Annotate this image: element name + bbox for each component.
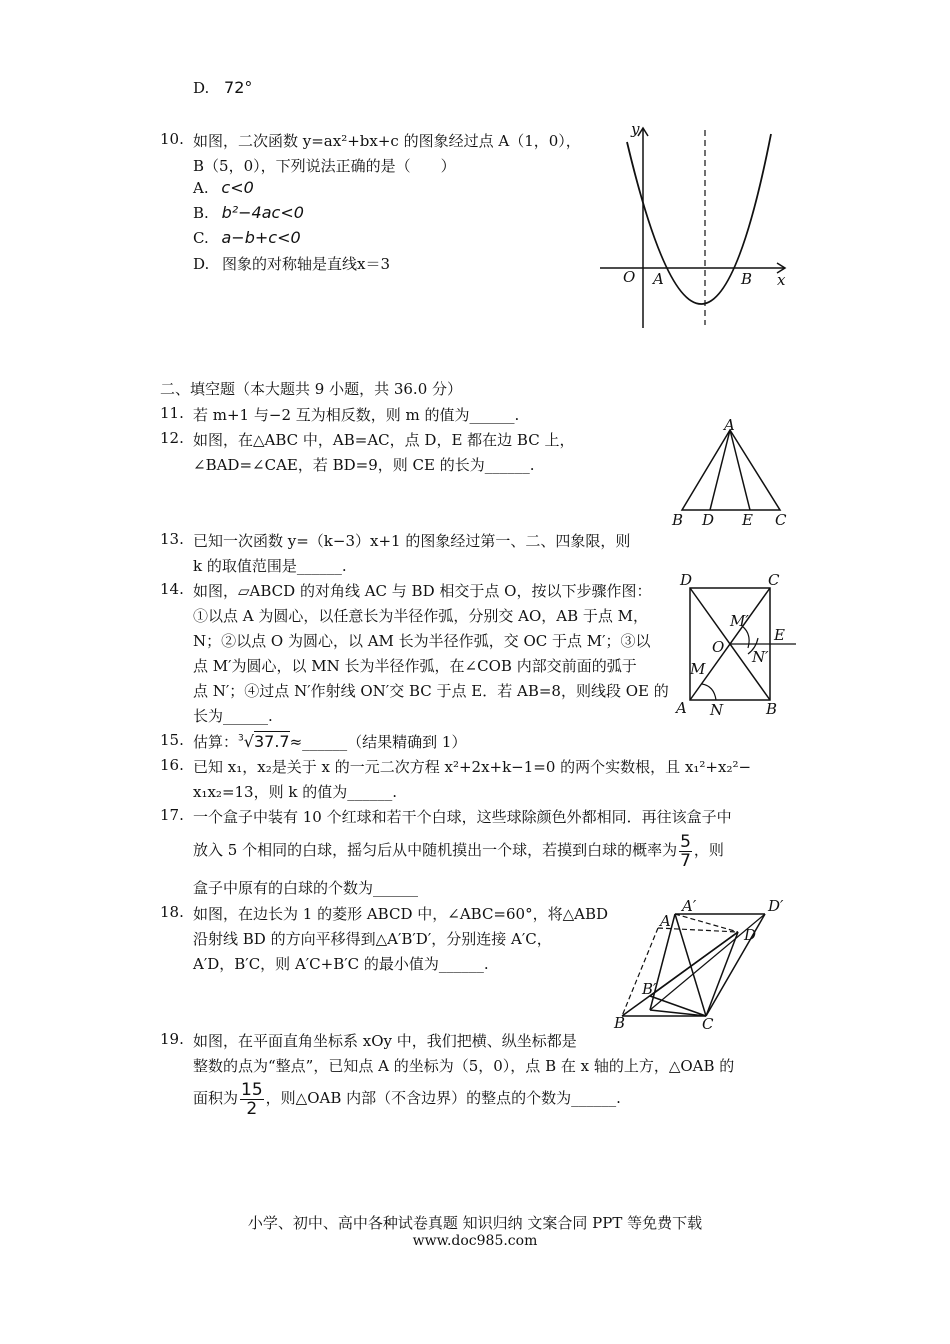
option-text: b²−4ac<0 bbox=[221, 203, 304, 222]
question-text: 长为______. bbox=[193, 707, 273, 725]
q9-option-d bbox=[193, 78, 252, 97]
origin-label: O bbox=[623, 268, 636, 286]
question-text: 如图，在平面直角坐标系 xOy 中，我们把横、纵坐标都是 bbox=[193, 1032, 577, 1050]
rhombus-figure bbox=[610, 892, 795, 1032]
denominator: 7 bbox=[680, 850, 691, 871]
text-suffix: ，则 bbox=[693, 841, 724, 859]
question-text: 已知 x₁，x₂是关于 x 的一元二次方程 x²+2x+k−1=0 的两个实数根，且 x₁²+x₂²− bbox=[193, 758, 752, 776]
vertex-b-label: B bbox=[614, 1014, 626, 1032]
point-dp-label: D′ bbox=[768, 897, 784, 915]
fraction bbox=[679, 833, 692, 870]
question-text: 如图，▱ABCD 的对角线 AC 与 BD 相交于点 O，按以下步骤作图： bbox=[193, 582, 652, 600]
option-c bbox=[193, 228, 301, 247]
parallelogram-figure bbox=[672, 568, 802, 720]
point-e-label: E bbox=[774, 626, 785, 644]
question-text bbox=[193, 1080, 621, 1118]
text-suffix: ≈______（结果精确到 1） bbox=[289, 733, 467, 751]
point-m-label: M bbox=[690, 660, 706, 678]
numerator: 15 bbox=[241, 1079, 263, 1100]
point-mp-label: M′ bbox=[730, 612, 749, 630]
point-ap-label: A′ bbox=[682, 897, 697, 915]
radicand: 37.7 bbox=[253, 732, 290, 751]
vertex-b-label: B bbox=[766, 700, 778, 718]
option-b bbox=[193, 203, 304, 222]
vertex-d-label: D bbox=[744, 926, 757, 944]
option-label: C. bbox=[193, 229, 209, 247]
option-label: D. bbox=[193, 255, 210, 273]
point-a-label: A bbox=[653, 270, 664, 288]
point-o-label: O bbox=[712, 638, 725, 656]
cube-root-expression: $^3$√37.7 bbox=[238, 732, 290, 751]
footer-url: www.doc985.com bbox=[412, 1233, 538, 1249]
parabola-graph bbox=[595, 120, 795, 335]
point-b-label: B bbox=[741, 270, 753, 288]
question-text: 如图，在△ABC 中，AB=AC，点 D，E 都在边 BC 上， bbox=[193, 431, 575, 449]
question-text: x₁x₂=13，则 k 的值为______. bbox=[193, 783, 397, 801]
question-text: 点 N′；④过点 N′作射线 ON′交 BC 于点 E．若 AB=8，则线段 OE 的 bbox=[193, 682, 669, 700]
question-number: 17. bbox=[160, 806, 184, 824]
question-number: 14. bbox=[160, 580, 184, 598]
option-value: 72° bbox=[224, 78, 253, 97]
question-text: 沿射线 BD 的方向平移得到△A′B′D′，分别连接 A′C， bbox=[193, 930, 552, 948]
y-axis-label: y bbox=[631, 120, 640, 138]
point-np-label: N′ bbox=[752, 648, 769, 666]
question-text: 已知一次函数 y=（k−3）x+1 的图象经过第一、二、四象限，则 bbox=[193, 532, 631, 550]
question-text: N；②以点 O 为圆心，以 AM 长为半径作弧，交 OC 于点 M′；③以 bbox=[193, 632, 651, 650]
vertex-c-label: C bbox=[702, 1015, 714, 1032]
point-d-label: D bbox=[702, 511, 715, 529]
question-number: 10. bbox=[160, 130, 184, 148]
question-text: 盒子中原有的白球的个数为______ bbox=[193, 879, 419, 897]
question-text: A′D，B′C，则 A′C+B′C 的最小值为______. bbox=[193, 955, 489, 973]
question-text: 如图，二次函数 y=ax²+bx+c 的图象经过点 A（1，0）， bbox=[193, 132, 581, 150]
question-text: 整数的点为“整点”，已知点 A 的坐标为（5，0），点 B 在 x 轴的上方，△OAB 的 bbox=[193, 1057, 735, 1075]
question-text bbox=[193, 832, 724, 870]
question-text: 一个盒子中装有 10 个红球和若干个白球，这些球除颜色外都相同．再往该盒子中 bbox=[193, 808, 732, 826]
x-axis-label: x bbox=[777, 271, 786, 289]
question-number: 13. bbox=[160, 530, 184, 548]
text-prefix: 估算： bbox=[193, 733, 239, 751]
question-number: 15. bbox=[160, 731, 184, 749]
option-label: A. bbox=[193, 179, 209, 197]
vertex-b-label: B bbox=[672, 511, 684, 529]
section-title: 二、填空题（本大题共 9 小题，共 36.0 分） bbox=[160, 380, 463, 398]
option-label: D. bbox=[193, 79, 210, 97]
question-text: 如图，在边长为 1 的菱形 ABCD 中，∠ABC=60°，将△ABD bbox=[193, 905, 609, 923]
question-text: ①以点 A 为圆心，以任意长为半径作弧，分别交 AO，AB 于点 M， bbox=[193, 607, 649, 625]
question-text: ∠BAD=∠CAE，若 BD=9，则 CE 的长为______. bbox=[193, 456, 535, 474]
triangle-figure bbox=[668, 418, 798, 530]
vertex-a-label: A bbox=[676, 699, 687, 717]
denominator: 2 bbox=[246, 1098, 258, 1119]
point-n-label: N bbox=[710, 701, 724, 719]
fraction bbox=[240, 1081, 264, 1118]
question-text: 点 M′为圆心，以 MN 长为半径作弧，在∠COB 内部交前面的弧于 bbox=[193, 657, 637, 675]
question-number: 11. bbox=[160, 404, 184, 422]
vertex-a-label: A bbox=[660, 912, 671, 930]
option-d bbox=[193, 253, 390, 274]
question-text: 若 m+1 与−2 互为相反数，则 m 的值为______. bbox=[193, 406, 520, 424]
point-bp-label: B′ bbox=[642, 980, 657, 998]
vertex-a-label: A bbox=[724, 418, 735, 434]
option-text: 图象的对称轴是直线x＝3 bbox=[222, 255, 391, 273]
option-text: a−b+c<0 bbox=[221, 228, 301, 247]
vertex-c-label: C bbox=[775, 511, 787, 529]
text-suffix: ，则△OAB 内部（不含边界）的整点的个数为______. bbox=[265, 1089, 621, 1107]
question-text: k 的取值范围是______. bbox=[193, 557, 347, 575]
vertex-c-label: C bbox=[768, 571, 780, 589]
vertex-d-label: D bbox=[680, 571, 693, 589]
option-text: c<0 bbox=[221, 178, 254, 197]
point-e-label: E bbox=[742, 511, 753, 529]
text-prefix: 面积为 bbox=[193, 1089, 239, 1107]
text-prefix: 放入 5 个相同的白球，摇匀后从中随机摸出一个球，若摸到白球的概率为 bbox=[193, 841, 678, 859]
question-text bbox=[193, 731, 466, 752]
question-number: 16. bbox=[160, 756, 184, 774]
footer-line-1: 小学、初中、高中各种试卷真题 知识归纳 文案合同 PPT 等免费下载 bbox=[247, 1214, 703, 1232]
question-text: B（5，0），下列说法正确的是（ ） bbox=[193, 157, 456, 175]
option-a bbox=[193, 178, 254, 197]
question-number: 18. bbox=[160, 903, 184, 921]
numerator: 5 bbox=[680, 831, 691, 852]
question-number: 19. bbox=[160, 1030, 184, 1048]
question-number: 12. bbox=[160, 429, 184, 447]
option-label: B. bbox=[193, 204, 209, 222]
